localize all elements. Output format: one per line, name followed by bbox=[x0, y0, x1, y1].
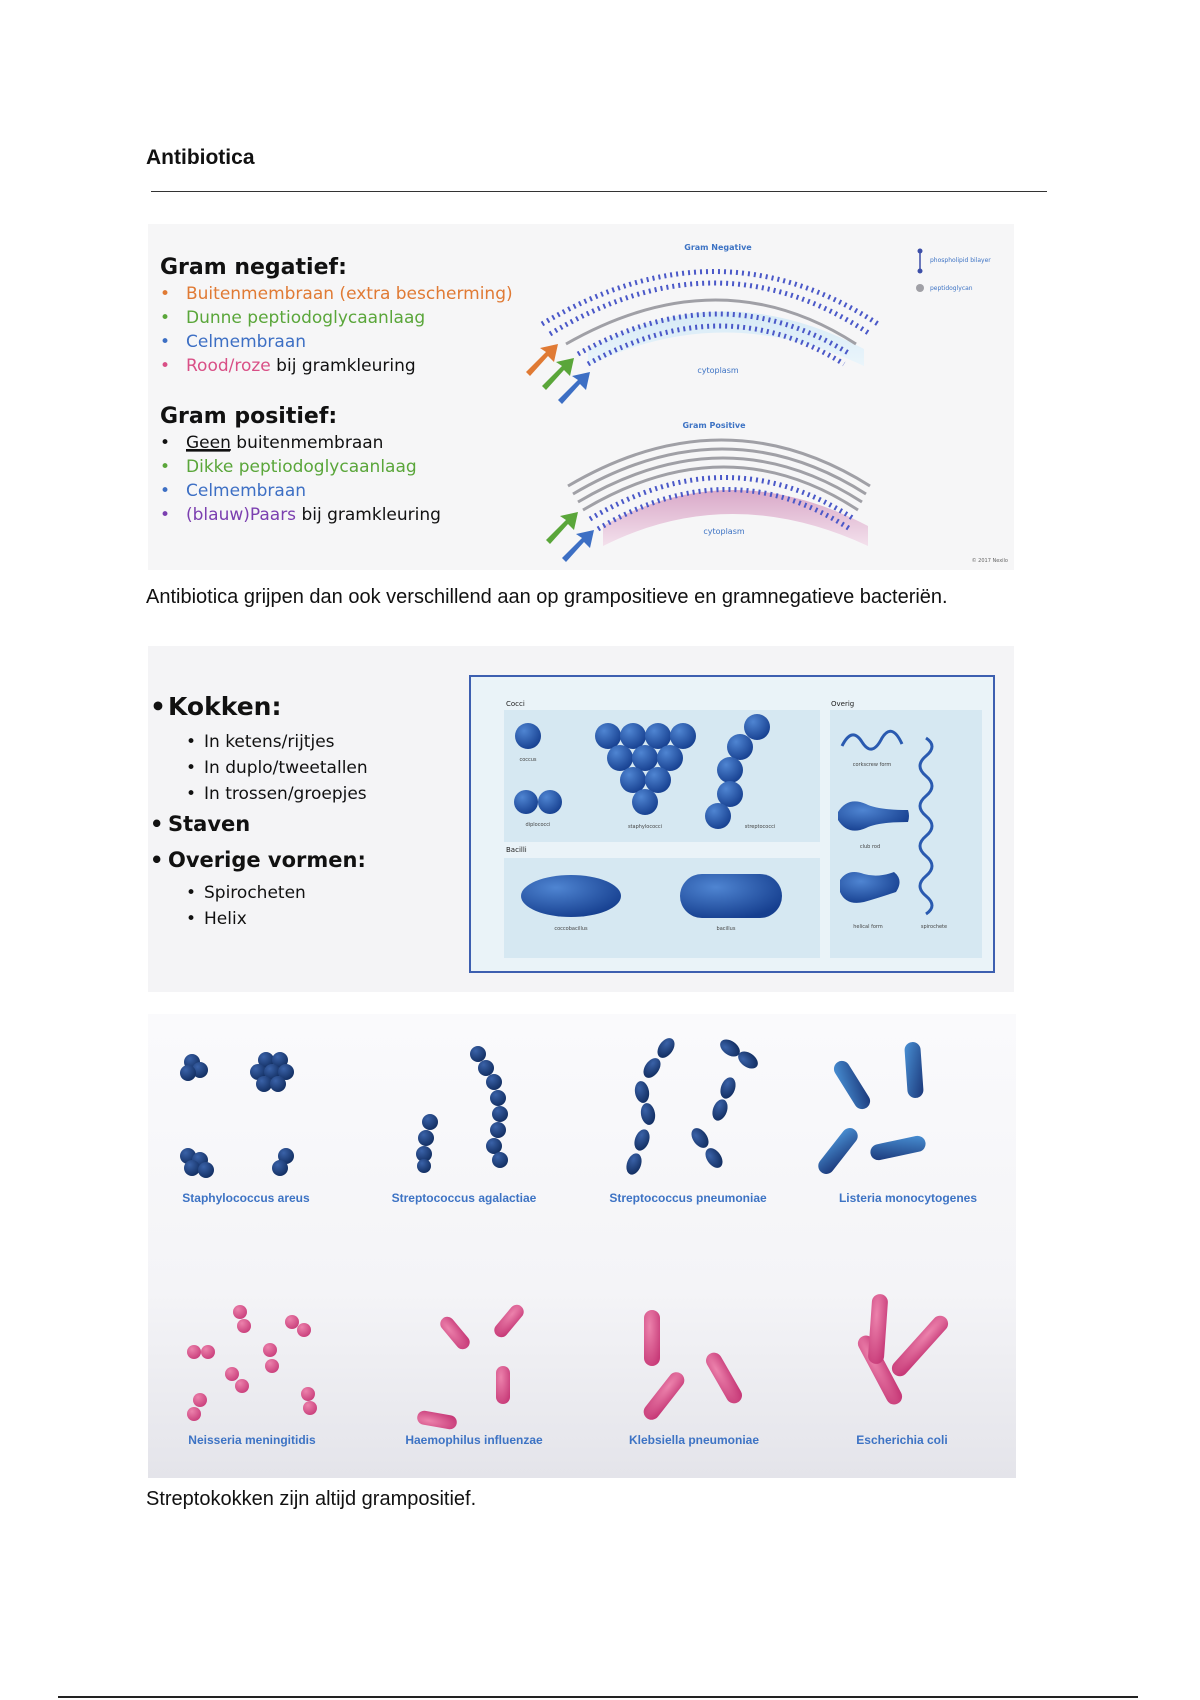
diplococci-label: diplococci bbox=[525, 822, 551, 828]
kokken-item-1: In ketens/rijtjes bbox=[204, 732, 335, 752]
gram-positive-item-3: Celmembraan bbox=[186, 481, 307, 501]
footer-divider bbox=[58, 1696, 1138, 1698]
bullet: • bbox=[160, 308, 171, 328]
kokken-item-2: In duplo/tweetallen bbox=[204, 758, 368, 778]
overig-title: Overig bbox=[831, 700, 855, 708]
species-positive-3: Streptococcus pneumoniae bbox=[609, 1191, 767, 1205]
overige-heading: Overige vormen: bbox=[168, 848, 366, 872]
legend-head-icon bbox=[918, 269, 923, 274]
gram-negative-item-4-color: Rood/roze bbox=[186, 356, 271, 376]
legend-head-icon bbox=[918, 249, 923, 254]
bullet: • bbox=[160, 332, 171, 352]
gram-negative-diagram-title: Gram Negative bbox=[684, 243, 752, 252]
bacillus-icon bbox=[680, 874, 782, 918]
title-divider bbox=[151, 191, 1047, 192]
gram-positive-item-1 bbox=[186, 433, 383, 453]
gram-positive-item-2: Dikke peptiodoglycaanlaag bbox=[186, 457, 417, 477]
spirochete-label: spirochete bbox=[920, 924, 948, 930]
bullet: • bbox=[186, 758, 197, 778]
legend-peptidoglycan: peptidoglycan bbox=[930, 285, 973, 292]
species-panel bbox=[148, 1014, 1016, 1478]
bullet: • bbox=[186, 784, 197, 804]
coccus-icon bbox=[515, 723, 541, 749]
shapes-panel bbox=[148, 646, 1014, 992]
cocci-title: Cocci bbox=[506, 700, 525, 708]
coccobacillus-label: coccobacillus bbox=[554, 926, 588, 932]
gram-panel bbox=[148, 224, 1014, 570]
bullet: • bbox=[150, 812, 164, 836]
species-positive-4: Listeria monocytogenes bbox=[838, 1191, 978, 1205]
gram-negative-item-1: Buitenmembraan (extra bescherming) bbox=[186, 284, 513, 304]
gram-negative-item-3: Celmembraan bbox=[186, 332, 307, 352]
page-title: Antibiotica bbox=[146, 146, 255, 169]
bullet: • bbox=[160, 457, 171, 477]
species-positive-2: Streptococcus agalactiae bbox=[391, 1191, 537, 1205]
coccus-label: coccus bbox=[519, 757, 537, 763]
gram-negative-item-4-suffix: bij gramkleuring bbox=[270, 356, 416, 376]
species-negative-2: Haemophilus influenzae bbox=[405, 1433, 543, 1447]
streptococci-label: streptococci bbox=[744, 824, 776, 830]
bullet: • bbox=[160, 505, 171, 525]
staven-heading: Staven bbox=[168, 812, 251, 836]
gram-positive-item-4 bbox=[186, 505, 441, 525]
gram-positive-item-4-suffix: bij gramkleuring bbox=[296, 505, 441, 525]
diagram-credit: © 2017 Nexilo bbox=[971, 558, 1008, 564]
bullet: • bbox=[186, 909, 197, 929]
gram-negative-heading: Gram negatief: bbox=[160, 255, 347, 280]
gram-negative-item-4 bbox=[186, 356, 416, 376]
kokken-heading: Kokken: bbox=[168, 692, 282, 721]
bullet: • bbox=[186, 883, 197, 903]
overige-item-1: Spirocheten bbox=[204, 883, 306, 903]
legend-peptidoglycan-icon bbox=[916, 284, 924, 292]
bullet: • bbox=[150, 848, 164, 872]
club-rod-label: club rod bbox=[859, 844, 881, 850]
gram-positive-item-1-underlined: Geen bbox=[186, 433, 231, 453]
gram-positive-cytoplasm-label: cytoplasm bbox=[703, 527, 745, 536]
gram-negative-item-2: Dunne peptiodoglycaanlaag bbox=[186, 308, 426, 328]
diplococcus-icon bbox=[538, 790, 562, 814]
species-negative-4: Escherichia coli bbox=[856, 1433, 948, 1447]
caption-gram: Antibiotica grijpen dan ook verschillend aan op grampositieve en gramnegatieve bacteriën. bbox=[146, 586, 948, 608]
overig-box bbox=[830, 710, 982, 958]
bullet: • bbox=[186, 732, 197, 752]
helical-label: helical form bbox=[853, 924, 883, 930]
diplococcus-icon bbox=[514, 790, 538, 814]
bullet: • bbox=[160, 356, 171, 376]
legend-phospholipid: phospholipid bilayer bbox=[930, 257, 991, 264]
gram-negative-cytoplasm-label: cytoplasm bbox=[697, 366, 739, 375]
bullet: • bbox=[150, 692, 166, 721]
staphylococci-label: staphylococci bbox=[627, 824, 663, 830]
bacillus-label: bacillus bbox=[716, 926, 736, 932]
kokken-item-3: In trossen/groepjes bbox=[204, 784, 367, 804]
corkscrew-label: corkscrew form bbox=[852, 762, 892, 768]
bullet: • bbox=[160, 433, 171, 453]
overige-item-2: Helix bbox=[204, 909, 247, 929]
gram-positive-item-1-suffix: buitenmembraan bbox=[230, 433, 384, 453]
bullet: • bbox=[160, 284, 171, 304]
species-negative-3: Klebsiella pneumoniae bbox=[628, 1433, 760, 1447]
coccobacillus-icon bbox=[521, 875, 621, 917]
bacilli-title: Bacilli bbox=[506, 846, 527, 854]
gram-positive-item-4-color: (blauw)Paars bbox=[186, 505, 297, 525]
species-negative-1: Neisseria meningitidis bbox=[188, 1433, 316, 1447]
caption-strepto: Streptokokken zijn altijd grampositief. bbox=[146, 1488, 477, 1510]
gram-positive-heading: Gram positief: bbox=[160, 404, 338, 429]
species-positive-1: Staphylococcus areus bbox=[182, 1191, 310, 1205]
bullet: • bbox=[160, 481, 171, 501]
gram-positive-diagram-title: Gram Positive bbox=[682, 421, 746, 430]
